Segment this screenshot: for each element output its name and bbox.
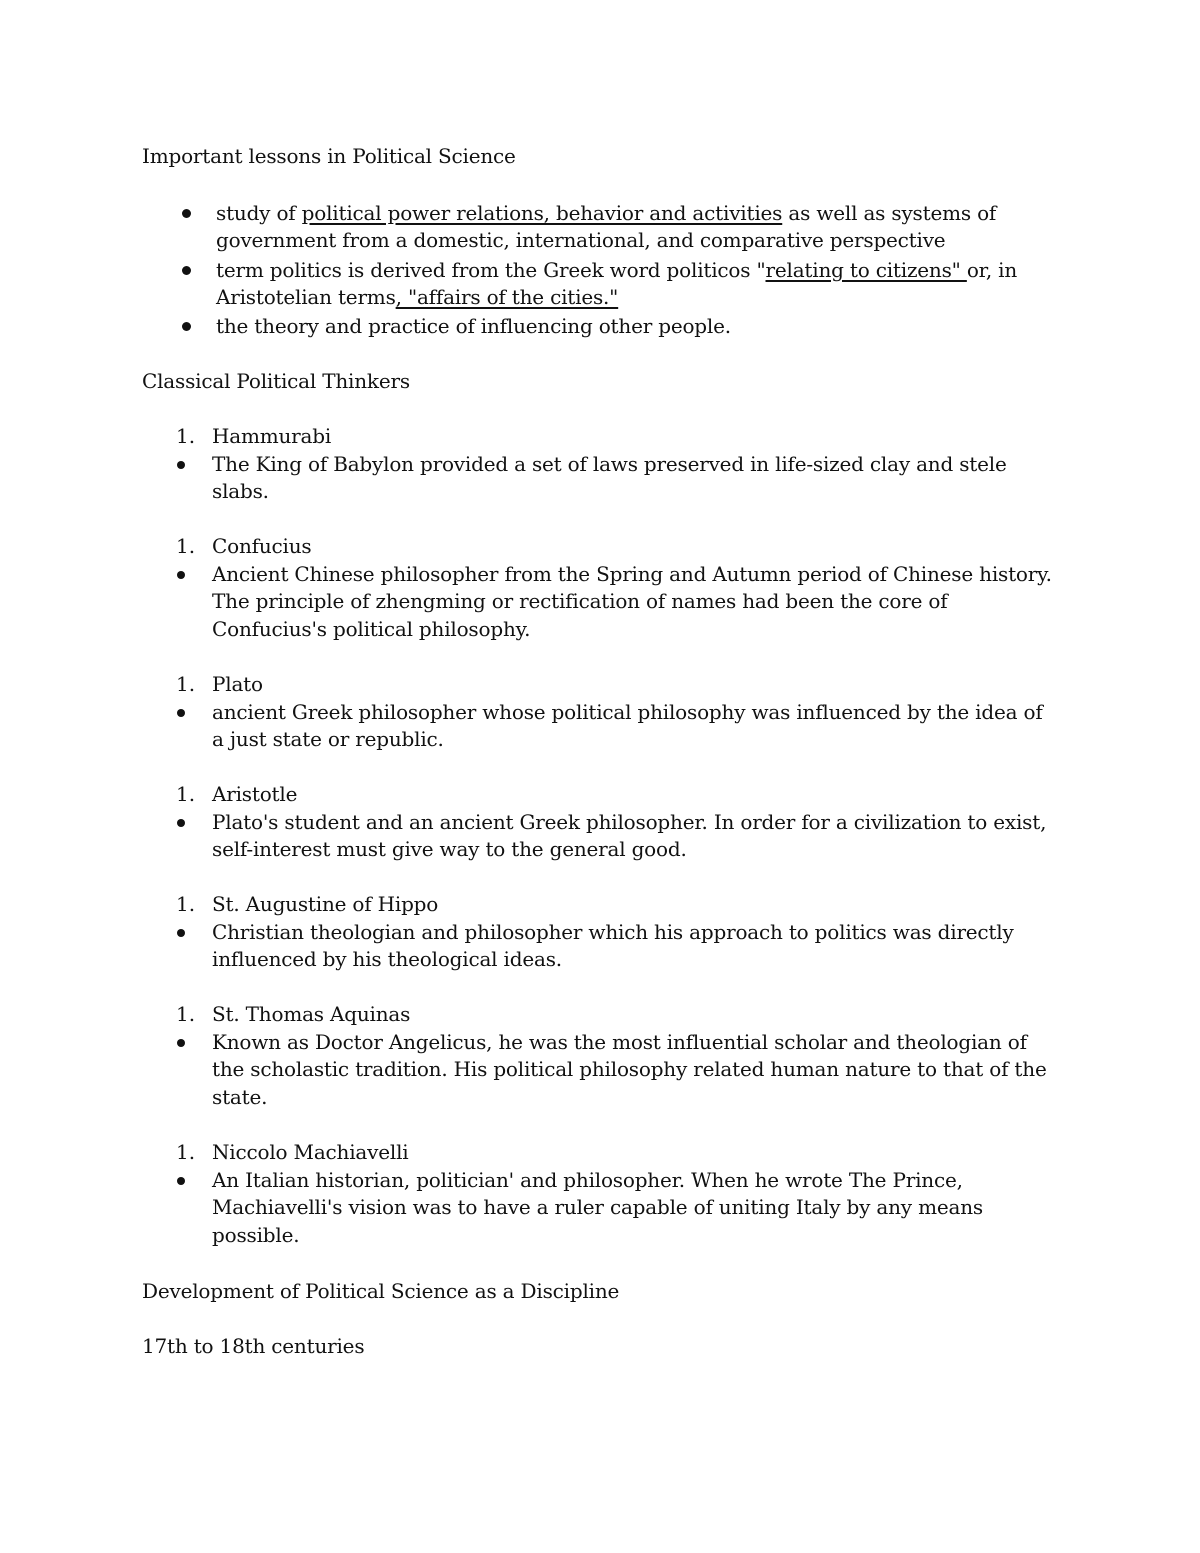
bullet-icon <box>177 1039 185 1047</box>
thinker-description-line: Machiavelli's vision was to have a ruler capable of uniting Italy by any means <box>212 1195 983 1219</box>
list-number: 1. <box>176 1002 196 1026</box>
intro-item-2-line-2 <box>216 283 618 311</box>
thinker-description-line: possible. <box>212 1223 300 1247</box>
list-number: 1. <box>176 1140 196 1164</box>
intro-item-3-line-1: the theory and practice of influencing other people. <box>216 314 731 338</box>
thinker-description-line: ancient Greek philosopher whose political philosophy was influenced by the idea of <box>212 700 1043 724</box>
thinker-description-line: The principle of zhengming or rectification of names had been the core of <box>212 589 948 613</box>
intro-item-2-underlined: relating to citizens" <box>765 258 967 282</box>
thinker-description-line: a just state or republic. <box>212 727 444 751</box>
thinker-name-confucius: Confucius <box>212 534 312 558</box>
section-heading-important-lessons: Important lessons in Political Science <box>142 144 516 168</box>
thinker-description-line: Confucius's political philosophy. <box>212 617 531 641</box>
intro-item-1-line-1 <box>216 199 996 227</box>
bullet-icon <box>177 461 185 469</box>
list-number: 1. <box>176 534 196 558</box>
thinker-description-line: state. <box>212 1085 268 1109</box>
thinker-description-line: Known as Doctor Angelicus, he was the most influential scholar and theologian of <box>212 1030 1027 1054</box>
bullet-icon <box>177 929 185 937</box>
intro-item-2-underlined-2: , "affairs of the cities." <box>395 285 619 309</box>
bullet-icon <box>177 819 185 827</box>
intro-item-1-text: study of <box>216 201 302 225</box>
intro-item-2-text-2: Aristotelian terms <box>216 285 396 309</box>
thinker-description-line: The King of Babylon provided a set of laws preserved in life-sized clay and stele <box>212 452 1007 476</box>
thinker-name-hammurabi: Hammurabi <box>212 424 332 448</box>
intro-item-2-line-1 <box>216 256 1017 284</box>
section-heading-development: Development of Political Science as a Discipline <box>142 1279 620 1303</box>
thinker-name-machiavelli: Niccolo Machiavelli <box>212 1140 409 1164</box>
thinker-description-line: Plato's student and an ancient Greek philosopher. In order for a civilization to exist, <box>212 810 1047 834</box>
intro-item-1-text-end: as well as systems of <box>782 201 997 225</box>
thinker-description-line: self-interest must give way to the general good. <box>212 837 687 861</box>
list-number: 1. <box>176 782 196 806</box>
thinker-description-line: An Italian historian, politician' and philosopher. When he wrote The Prince, <box>212 1168 963 1192</box>
bullet-icon <box>177 571 185 579</box>
thinker-name-plato: Plato <box>212 672 263 696</box>
bullet-icon <box>182 322 191 331</box>
list-number: 1. <box>176 424 196 448</box>
intro-item-1-line-2: government from a domestic, international, and comparative perspective <box>216 228 946 252</box>
thinker-name-aquinas: St. Thomas Aquinas <box>212 1002 411 1026</box>
thinker-description-line: slabs. <box>212 479 269 503</box>
thinker-description-line: Ancient Chinese philosopher from the Spring and Autumn period of Chinese history. <box>212 562 1052 586</box>
bullet-icon <box>182 209 191 218</box>
thinker-description-line: the scholastic tradition. His political philosophy related human nature to that of the <box>212 1057 1047 1081</box>
intro-item-1-underlined: political power relations, behavior and activities <box>301 201 783 225</box>
section-heading-period: 17th to 18th centuries <box>142 1334 365 1358</box>
thinker-description-line: Christian theologian and philosopher which his approach to politics was directly <box>212 920 1014 944</box>
bullet-icon <box>182 266 191 275</box>
bullet-icon <box>177 1177 185 1185</box>
intro-item-2-text: term politics is derived from the Greek word politicos " <box>216 258 766 282</box>
section-heading-classical-thinkers: Classical Political Thinkers <box>142 369 410 393</box>
thinker-description-line: influenced by his theological ideas. <box>212 947 562 971</box>
list-number: 1. <box>176 892 196 916</box>
thinker-name-augustine: St. Augustine of Hippo <box>212 892 439 916</box>
intro-item-2-text-end: or, in <box>966 258 1018 282</box>
thinker-name-aristotle: Aristotle <box>212 782 298 806</box>
bullet-icon <box>177 709 185 717</box>
list-number: 1. <box>176 672 196 696</box>
